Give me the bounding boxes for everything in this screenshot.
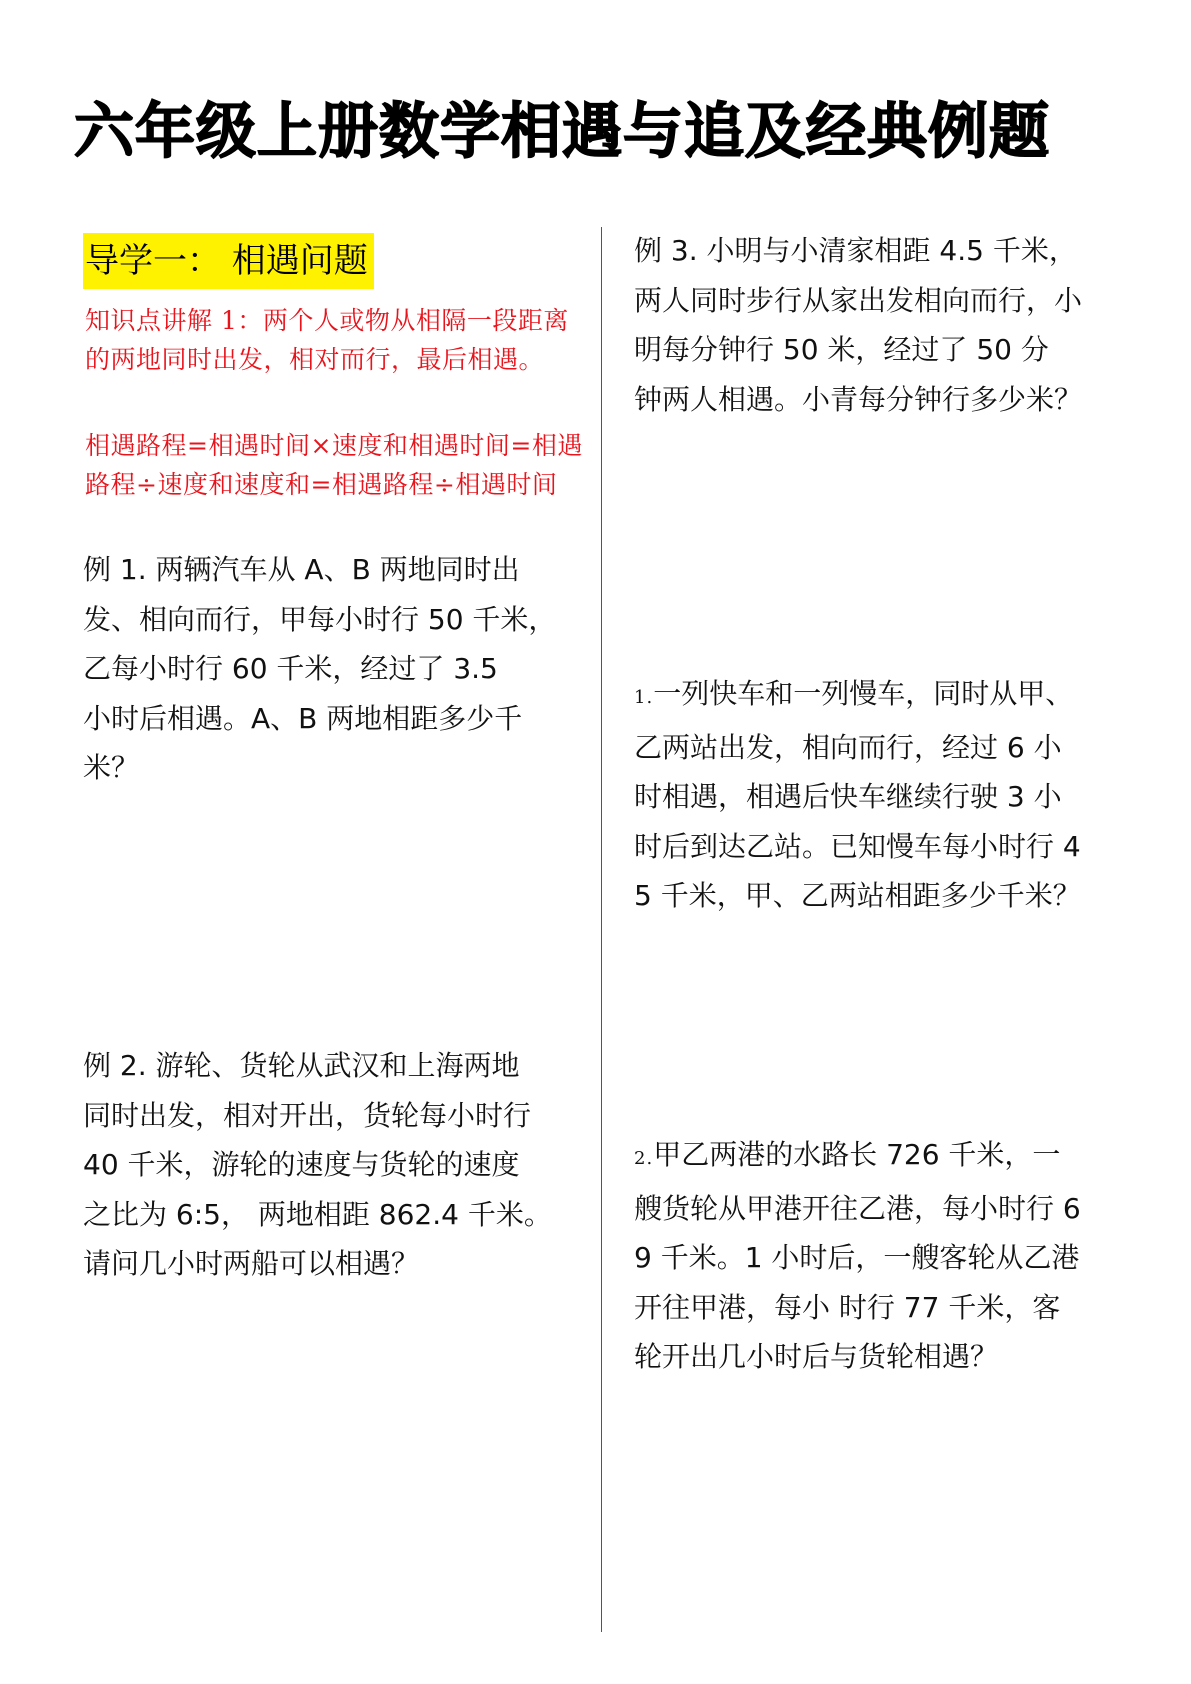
example-3-line: 钟两人相遇。小青每分钟行多少米？ <box>634 382 1083 416</box>
exercise-2-line: 9 千米。1 小时后，一艘客轮从乙港 <box>634 1241 1080 1274</box>
example-3-line: 两人同时步行从家出发相向而行，小 <box>634 283 1083 317</box>
exercise-2-number: 2. <box>634 1148 654 1169</box>
example-2-line: 请问几小时两船可以相遇？ <box>83 1247 420 1280</box>
example-2-line: 同时出发，相对开出，货轮每小时行 <box>83 1098 532 1132</box>
page-title: 六年级上册数学相遇与追及经典例题 <box>74 97 1050 167</box>
example-3-line: 明每分钟行 50 米，经过了 50 分 <box>634 333 1049 366</box>
example-3 <box>634 226 1134 424</box>
example-1-line: 发、相向而行，甲每小时行 50 千米， <box>83 602 557 636</box>
example-3-line: 例 3. 小明与小清家相距 4.5 千米， <box>634 234 1077 267</box>
example-1-line: 米？ <box>83 751 140 784</box>
exercise-2-line: 开往甲港，每小 时行 77 千米，客 <box>634 1290 1061 1324</box>
exercise-2-line: 艘货轮从甲港开往乙港，每小时行 6 <box>634 1191 1081 1225</box>
exercise-1-text: 一列快车和一列慢车，同时从甲、 <box>653 677 1074 710</box>
example-2-line: 40 千米，游轮的速度与货轮的速度 <box>83 1148 520 1181</box>
exercise-2 <box>634 1130 1134 1382</box>
exercise-1-line <box>634 669 1134 723</box>
example-2-line: 例 2. 游轮、货轮从武汉和上海两地 <box>83 1049 520 1082</box>
exercise-1-line: 时后到达乙站。已知慢车每小时行 4 <box>634 829 1081 863</box>
knowledge-formulas: 相遇路程=相遇时间×速度和相遇时间=相遇路程÷速度和速度和=相遇路程÷相遇时间 <box>85 431 583 499</box>
knowledge-point-explanation: 知识点讲解 1：两个人或物从相隔一段距离的两地同时出发，相对而行，最后相遇。 <box>85 306 569 374</box>
column-divider <box>601 227 602 1632</box>
example-2-line: 之比为 6:5， 两地相距 862.4 千米。 <box>83 1197 552 1231</box>
exercise-1-line: 时相遇，相遇后快车继续行驶 3 小 <box>634 780 1062 813</box>
exercise-2-line: 轮开出几小时后与货轮相遇？ <box>634 1340 999 1373</box>
exercise-2-text: 甲乙两港的水路长 726 千米，一 <box>653 1138 1061 1171</box>
exercise-1-line: 乙两站出发，相向而行，经过 6 小 <box>634 730 1062 764</box>
example-1 <box>83 545 593 793</box>
example-1-line: 例 1. 两辆汽车从 A、B 两地同时出 <box>83 553 520 586</box>
exercise-1-number: 1. <box>634 687 654 708</box>
exercise-2-line <box>634 1130 1134 1184</box>
example-2 <box>83 1041 593 1289</box>
example-1-line: 小时后相遇。A、B 两地相距多少千 <box>83 701 523 735</box>
example-1-line: 乙每小时行 60 千米，经过了 3.5 <box>83 652 498 685</box>
exercise-1-line: 5 千米，甲、乙两站相距多少千米？ <box>634 879 1081 912</box>
section-heading: 导学一： 相遇问题 <box>83 233 374 289</box>
exercise-1 <box>634 669 1134 921</box>
